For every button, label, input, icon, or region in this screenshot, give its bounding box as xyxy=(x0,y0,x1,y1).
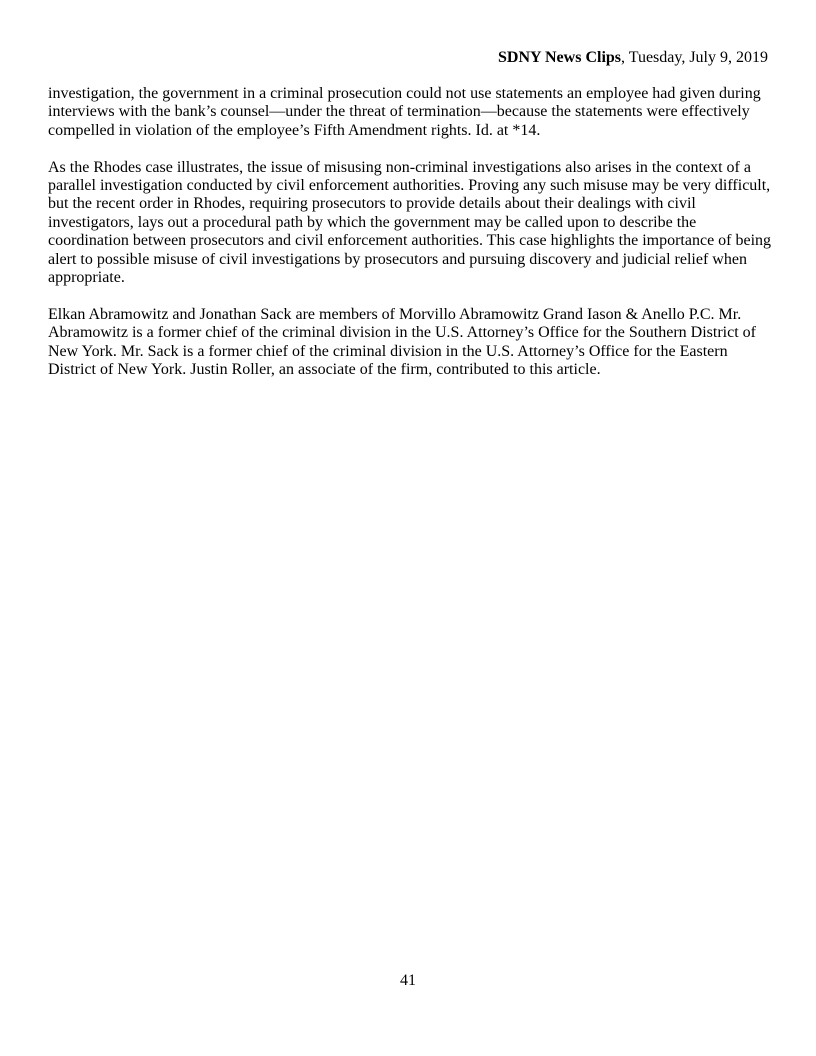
page-number: 41 xyxy=(400,972,416,989)
paragraph-rhodes-case: As the Rhodes case illustrates, the issue of misusing non-criminal investigations also arises in the context of a parallel investigation conducted by civil enforcement authorities. Proving any such misuse may be very difficult, but the recent order in Rhodes, requiring prosecutors to provide details about their dealings with civil investigators, lays out a procedural path by which the government may be called upon to describe the coordination between prosecutors and civil enforcement authorities. This case highlights the importance of being alert to possible misuse of civil investigations by prosecutors and pursuing discovery and judicial relief when appropriate. xyxy=(48,158,772,287)
paragraph-author-bio: Elkan Abramowitz and Jonathan Sack are members of Morvillo Abramowitz Grand Iason & Anello P.C. Mr. Abramowitz is a former chief of the criminal division in the U.S. Attorney’s Office for the Southern District of New York. Mr. Sack is a former chief of the criminal division in the U.S. Attorney’s Office for the Eastern District of New York. Justin Roller, an associate of the firm, contributed to this article. xyxy=(48,305,756,379)
publication-title: SDNY News Clips xyxy=(498,49,622,66)
paragraph-continuation: investigation, the government in a criminal prosecution could not use statements an employee had given during interviews with the bank’s counsel—under the threat of termination—because the statements were effectively compelled in violation of the employee’s Fifth Amendment rights. Id. at *14. xyxy=(48,85,761,139)
article-body xyxy=(48,85,772,398)
publication-date: , Tuesday, July 9, 2019 xyxy=(621,49,768,66)
page-header xyxy=(498,48,768,68)
